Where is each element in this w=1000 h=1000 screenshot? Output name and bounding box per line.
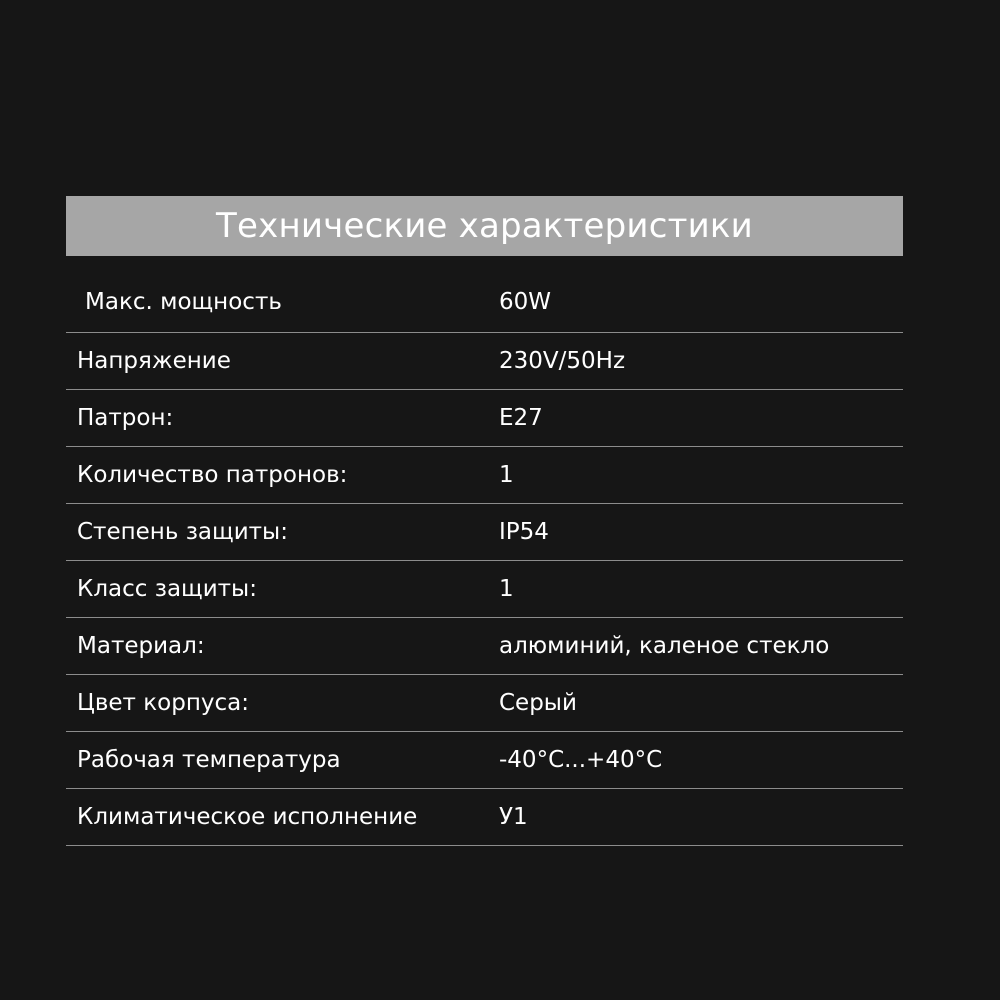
spec-value: IP54	[499, 519, 549, 545]
spec-label: Класс защиты:	[77, 576, 257, 602]
spec-value: 60W	[499, 289, 552, 315]
spec-title: Технические характеристики	[216, 206, 753, 246]
spec-row-max-power	[66, 256, 903, 333]
spec-label: Материал:	[77, 633, 205, 659]
spec-header	[66, 196, 903, 256]
spec-table	[66, 256, 903, 846]
spec-row-climatic-version	[66, 789, 903, 846]
spec-row-operating-temperature	[66, 732, 903, 789]
spec-row-ip-rating	[66, 504, 903, 561]
spec-label: Патрон:	[77, 405, 174, 431]
spec-row-protection-class	[66, 561, 903, 618]
spec-row-voltage	[66, 333, 903, 390]
spec-label: Макс. мощность	[85, 289, 282, 315]
spec-panel	[66, 196, 903, 846]
spec-row-body-color	[66, 675, 903, 732]
spec-value: 230V/50Hz	[499, 348, 626, 374]
spec-label: Степень защиты:	[77, 519, 288, 545]
spec-label: Климатическое исполнение	[77, 804, 418, 830]
spec-row-socket-count	[66, 447, 903, 504]
spec-value: E27	[499, 405, 543, 431]
spec-label: Цвет корпуса:	[77, 690, 249, 716]
spec-value: алюминий, каленое стекло	[499, 633, 830, 659]
spec-row-material	[66, 618, 903, 675]
spec-value: Серый	[499, 690, 577, 716]
spec-value: 1	[499, 462, 514, 488]
spec-value: -40°C...+40°C	[499, 747, 663, 773]
spec-row-socket	[66, 390, 903, 447]
spec-label: Рабочая температура	[77, 747, 341, 773]
spec-label: Количество патронов:	[77, 462, 348, 488]
spec-value: 1	[499, 576, 514, 602]
spec-value: У1	[499, 804, 528, 830]
spec-label: Напряжение	[77, 348, 231, 374]
